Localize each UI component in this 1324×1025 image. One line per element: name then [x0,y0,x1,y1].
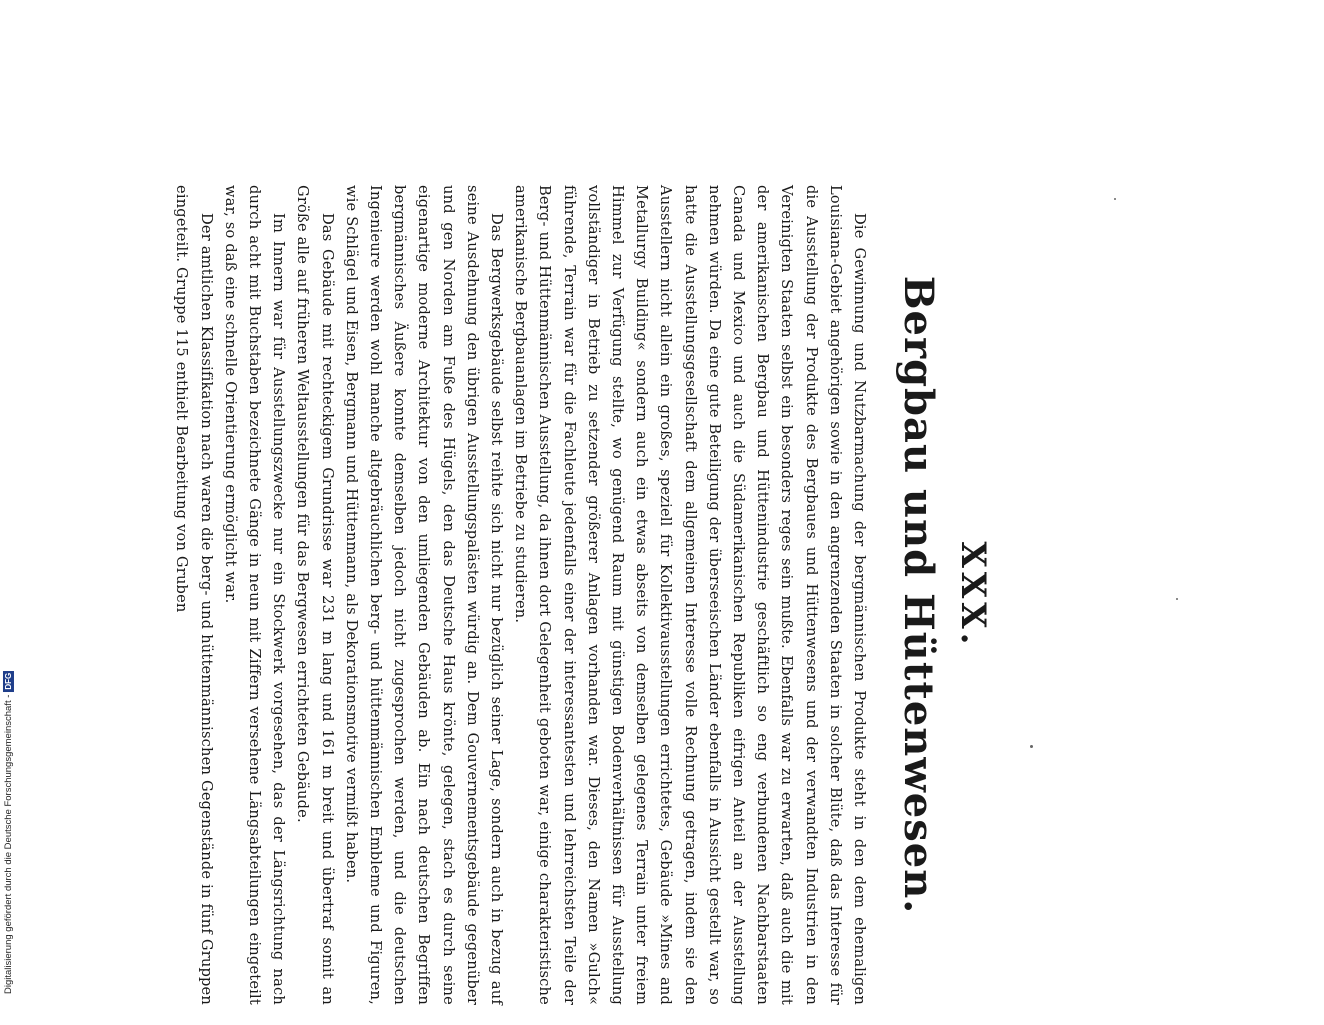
paragraph: Im Innern war für Ausstellungszwecke nur ein Stockwerk vorgesehen, das der Längsrichtung nach durch acht mit Buchstaben bezeichnete Gänge in neun mit Ziffern versehene Längsabteilungen eingeteilt war, so daß eine schnelle Orientierung ermöglicht war. [221,185,288,1005]
page-content [155,185,995,1005]
footer-text: Digitalisierung gefördert durch die Deutsche Forschungsgemeinschaft - [3,694,14,994]
scan-speck [1030,745,1033,748]
scan-speck [1176,598,1178,600]
scan-speck [1114,198,1116,200]
paragraph: Die Gewinnung und Nutzbarmachung der bergmännischen Produkte steht in den dem ehemaligen Louisiana-Gebiet angehörigen sowie in den angrenzenden Staaten in solcher Blüte, daß das Interesse für die Ausstellung der Produkte des Bergbaues und Hüttenwesens und der verwandten Industrien in den Vereinigten Staaten selbst ein besonders reges sein mußte. Ebenfalls war zu erwarten, daß auch die mit der amerikanischen Bergbau und Hüttenindustrie geschäftlich so eng verbundenen Nachbarstaaten Canada und Mexico und auch die Südamerikanischen Republiken eifrigen Anteil an der Ausstellung nehmen würden. Da eine gute Beteiligung der überseeischen Länder ebenfalls in Aussicht gestellt war, so hatte die Ausstellungsgesellschaft dem allgemeinen Interesse volle Rechnung getragen, indem sie den Ausstellern nicht allein ein großes, speziell für Kollektivausstellungen errichtetes, Gebäude »Mines and Metallurgy Building« sondern auch ein etwas abseits von demselben gelegenes Terrain unter freiem Himmel zur Verfügung stellte, wo genügend Raum mit günstigen Bodenverhältnissen für Ausstellung vollständiger in Betrieb zu setzender größerer Anlagen vorhanden war. Dieses, den Namen »Gulch« führende, Terrain war für die Fachleute jedenfalls einer der interessantesten und lehrreichsten Teile der Berg- und Hüttenmännischen Ausstellung, da ihnen dort Gelegenheit geboten war, einige charakteristische amerikanische Bergbauanlagen im Betriebe zu studieren. [512,185,868,1005]
paragraph: Der amtlichen Klassifikation nach waren die berg- und hüttenmännischen Gegenstände in fünf Gruppen eingeteilt. Gruppe 115 enthielt Bearbeitung von Gruben [173,185,215,1005]
digitization-footer [2,594,16,994]
chapter-number: XXX. [953,541,993,649]
rotated-page [155,185,993,1025]
chapter-title: Bergbau und Hüttenwesen. [895,275,942,915]
paragraph: Das Bergwerksgebäude selbst reihte sich nicht nur bezüglich seiner Lage, sondern auch in bezug auf seine Ausdehnung den übrigen Ausstellungspalästen würdig an. Dem Gouvernementsgebäude gegenüber und gen Norden am Fuße des Hügels, den das Deutsche Haus krönte, gelegen, stach es durch seine eigenartige moderne Architektur von den umliegenden Gebäuden ab. Ein nach deutschen Begriffen bergmännisches Äußere konnte demselben jedoch nicht zugesprochen werden, und die deutschen Ingenieure werden wohl manche altgebräuchlichen berg- und hüttenmännischen Embleme und Figuren, wie Schlägel und Eisen, Bergmann und Hüttenmann, als Dekorationsmotive vermißt haben. [342,185,505,1005]
paragraph: Das Gebäude mit rechteckigem Grundrisse war 231 m lang und 161 m breit und übertraf somit an Größe alle auf früheren Weltausstellungen für das Bergwesen errichteten Gebäude. [294,185,336,1005]
dfg-logo: DFG [3,672,13,690]
